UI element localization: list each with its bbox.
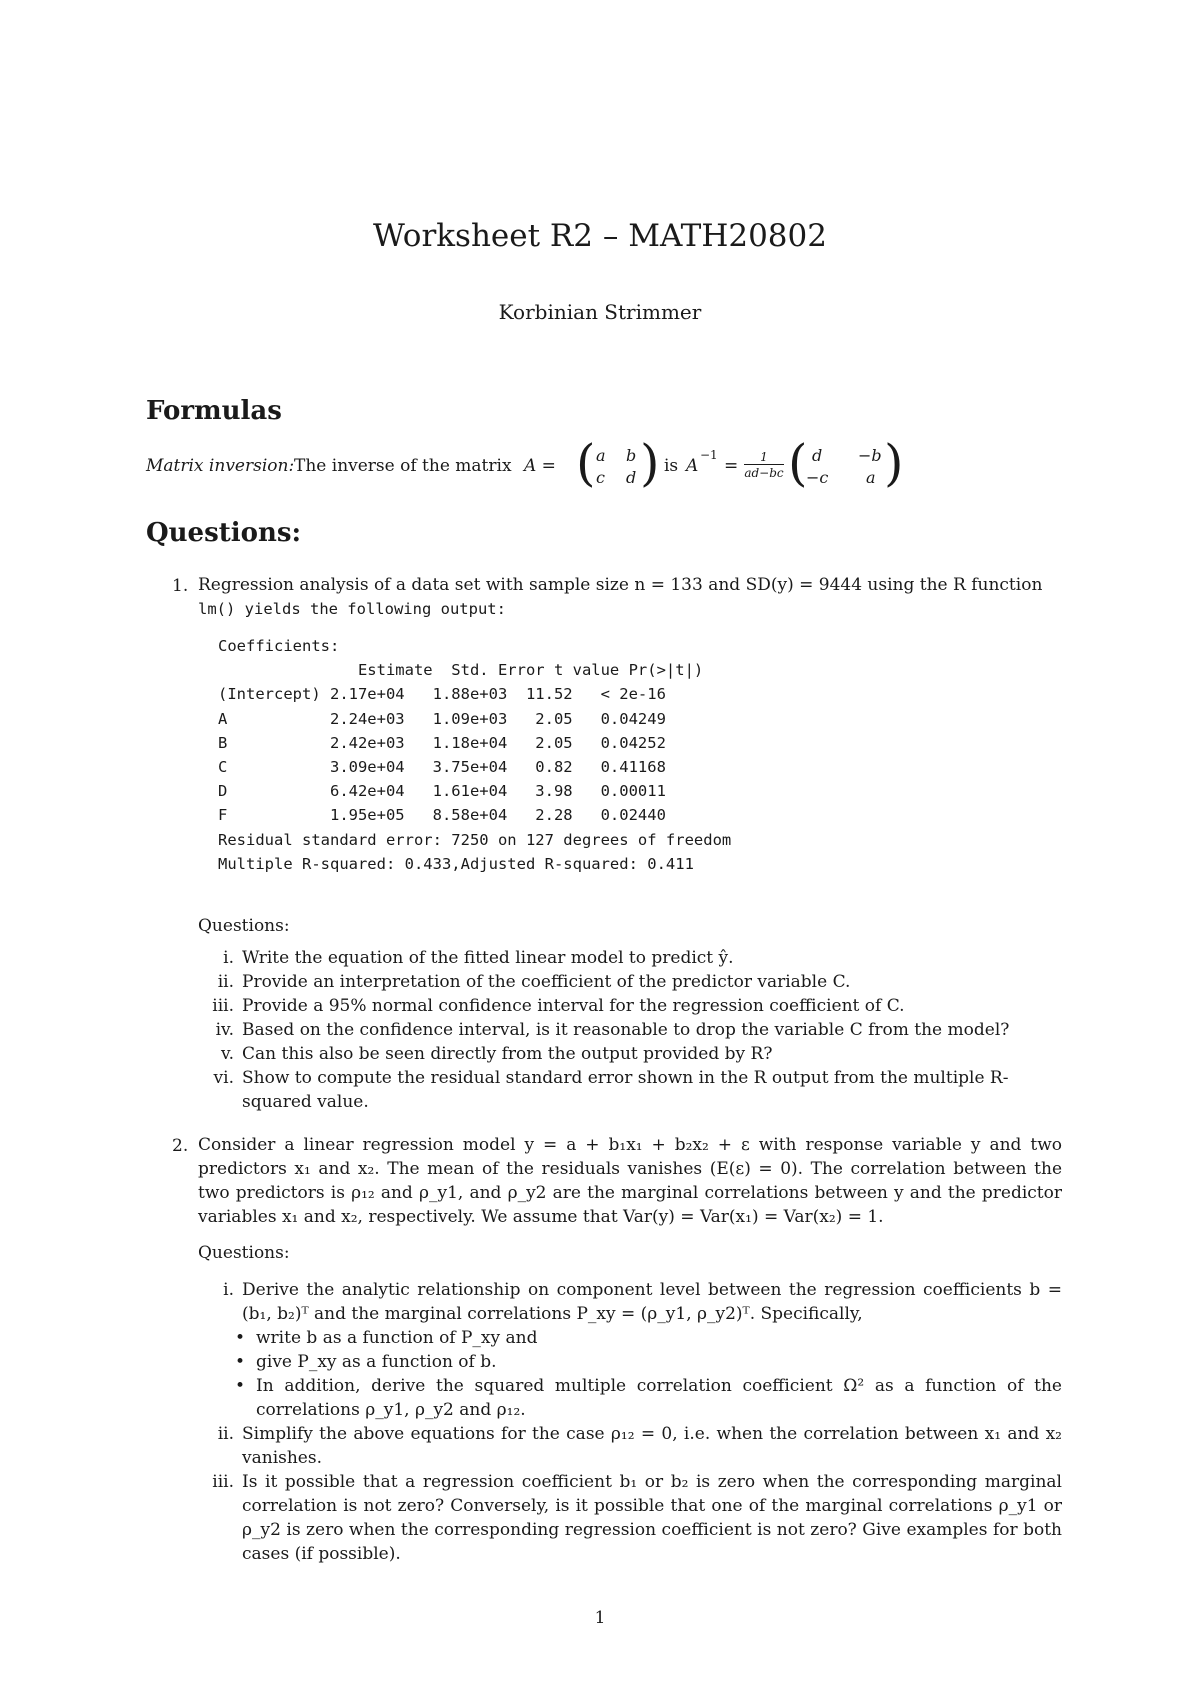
sub-number: v.: [221, 1044, 234, 1064]
sub-text: Can this also be seen directly from the output provided by R?: [242, 1044, 773, 1064]
matrix-cell: d: [626, 468, 637, 487]
formula-a: A =: [524, 456, 556, 476]
right-paren: ): [640, 434, 660, 492]
bullet-text: In addition, derive the squared multiple correlation coefficient Ω² as a function of the correlations ρ_y1, ρ_y2 and ρ₁₂.: [256, 1376, 1062, 1420]
question-number: 2.: [172, 1136, 189, 1156]
matrix-cell: −c: [806, 468, 829, 487]
left-paren: (: [788, 434, 808, 492]
sub-questions-label: Questions:: [198, 916, 290, 936]
author: Korbinian Strimmer: [498, 300, 702, 324]
bullet-item: [190, 1350, 1062, 1374]
sub-question: [190, 1018, 1062, 1042]
right-paren: ): [884, 434, 904, 492]
fraction-numerator: 1: [744, 450, 784, 465]
question-number: 1.: [172, 576, 189, 596]
sub-number: ii.: [217, 972, 234, 992]
sub-number: i.: [223, 1280, 234, 1300]
sub-question: [190, 1066, 1062, 1114]
sub-text: Provide a 95% normal confidence interval for the regression coefficient of C.: [242, 996, 905, 1016]
left-paren: (: [576, 434, 596, 492]
sub-number: iii.: [212, 1472, 234, 1492]
sub-text: Simplify the above equations for the case ρ₁₂ = 0, i.e. when the correlation between x₁ and x₂ vanishes.: [242, 1424, 1062, 1468]
sub-number: ii.: [217, 1424, 234, 1444]
matrix-cell: b: [626, 446, 637, 465]
question-1-subs: [190, 946, 1062, 1114]
question-1-line2: lm() yields the following output:: [198, 600, 506, 618]
sub-question: [190, 1470, 1062, 1566]
page-number: 1: [594, 1608, 606, 1628]
sub-number: iii.: [212, 996, 234, 1016]
sub-text: Is it possible that a regression coefficient b₁ or b₂ is zero when the corresponding marginal correlation is not zero? Conversely, is it possible that one of the marginal correlations ρ_y1 or ρ_y2 is zero when the corresponding regression coefficient is not zero? Give examples for both cases (if possible).: [242, 1472, 1062, 1564]
matrix-cell: −b: [858, 446, 882, 465]
bullet-item: [190, 1374, 1062, 1422]
sub-question: [190, 1042, 1062, 1066]
bullet-item: [190, 1326, 1062, 1350]
bullet-text: write b as a function of P_xy and: [256, 1328, 538, 1348]
sub-text: Provide an interpretation of the coefficient of the predictor variable C.: [242, 972, 851, 992]
fraction-denominator: ad−bc: [744, 466, 784, 480]
sub-text: Show to compute the residual standard error shown in the R output from the multiple R-squared value.: [242, 1068, 1009, 1112]
sub-question: [190, 946, 1062, 970]
matrix-inversion-formula: [146, 434, 1046, 498]
sub-text: Based on the confidence interval, is it reasonable to drop the variable C from the model?: [242, 1020, 1010, 1040]
formula-is: is: [664, 456, 679, 476]
sub-questions-label: Questions:: [198, 1243, 290, 1263]
formula-label: Matrix inversion:: [146, 456, 295, 476]
question-1-text: [198, 573, 1062, 621]
question-2-text: Consider a linear regression model y = a + b₁x₁ + b₂x₂ + ε with response variable y and two predictors x₁ and x₂. The mean of the residuals vanishes (E(ε) = 0). The correlation between the two predictors is ρ₁₂ and ρ_y1, and ρ_y2 are the marginal correlations between y and the predictor variables x₁ and x₂, respectively. We assume that Var(y) = Var(x₁) = Var(x₂) = 1.: [198, 1135, 1062, 1227]
formula-ainv: A: [686, 456, 699, 476]
r-output-block: Coefficients: Estimate Std. Error t value Pr(>|t|) (Intercept) 2.17e+04 1.88e+03 11.52 < 2e-16 A 2.24e+03 1.09e+03 2.05 0.04249 B 2.42e+03 1.18e+04 2.05 0.04252 C 3.09e+04 3.75e+04 0.82 0.41168 D 6.42e+04 1.61e+04 3.98 0.00011 F 1.95e+05 8.58e+04 2.28 0.02440 Residual standard error: 7250 on 127 degrees of freedom Multiple R-squared: 0.433,Adjusted R-squared: 0.411: [218, 637, 732, 873]
matrix-cell: a: [866, 468, 876, 487]
formula-ainv-exp: −1: [700, 448, 718, 462]
matrix-cell: d: [812, 446, 823, 465]
sub-question: [190, 1278, 1062, 1326]
question-1-line1: Regression analysis of a data set with sample size n = 133 and SD(y) = 9444 using the R function: [198, 575, 1043, 595]
sub-question: [190, 994, 1062, 1018]
formula-eq: =: [724, 456, 739, 476]
page-title: Worksheet R2 – MATH20802: [373, 218, 827, 254]
sub-question: [190, 970, 1062, 994]
sub-number: vi.: [213, 1068, 234, 1088]
matrix-cell: c: [596, 468, 605, 487]
sub-text: Derive the analytic relationship on component level between the regression coefficients b = (b₁, b₂)ᵀ and the marginal correlations P_xy = (ρ_y1, ρ_y2)ᵀ. Specifically,: [242, 1280, 1062, 1324]
question-2-subs: [190, 1278, 1062, 1566]
sub-number: i.: [223, 948, 234, 968]
sub-text: Write the equation of the fitted linear model to predict ŷ.: [242, 948, 734, 968]
matrix-cell: a: [596, 446, 606, 465]
questions-heading: Questions:: [146, 518, 302, 548]
sub-question: [190, 1422, 1062, 1470]
sub-number: iv.: [215, 1020, 234, 1040]
formula-text: The inverse of the matrix: [294, 456, 512, 476]
bullet-text: give P_xy as a function of b.: [256, 1352, 497, 1372]
formulas-heading: Formulas: [146, 396, 282, 426]
